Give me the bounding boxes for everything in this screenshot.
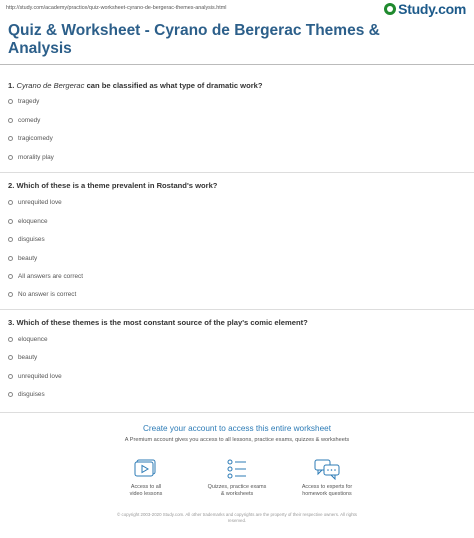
copyright-footer: © copyright 2003-2020 Study.com. All other trademarks and copyrights are the property of their respective owners. All rights reserved. (117, 512, 357, 523)
q2-option[interactable]: beauty (8, 255, 37, 262)
q1-option[interactable]: tragicomedy (8, 135, 53, 142)
section-divider (0, 412, 474, 413)
q3-option[interactable]: disguises (8, 391, 45, 398)
question-2: 2. Which of these is a theme prevalent in Rostand's work? (8, 181, 218, 190)
q2-option[interactable]: eloquence (8, 218, 48, 225)
feature-video (101, 458, 191, 498)
q2-option[interactable]: unrequited love (8, 199, 62, 206)
radio-icon[interactable] (8, 392, 13, 397)
question-3: 3. Which of these themes is the most constant source of the play's comic element? (8, 318, 308, 327)
q1-option[interactable]: tragedy (8, 98, 39, 105)
q2-option[interactable]: disguises (8, 236, 45, 243)
question-1: 1. Cyrano de Bergerac can be classified as what type of dramatic work? (8, 81, 263, 90)
feature-quizzes-label: Quizzes, practice exams & worksheets (207, 484, 267, 497)
radio-icon[interactable] (8, 355, 13, 360)
cta-title[interactable]: Create your account to access this entire worksheet (143, 424, 331, 433)
q1-option[interactable]: morality play (8, 154, 54, 161)
chat-icon (314, 458, 340, 480)
radio-icon[interactable] (8, 155, 13, 160)
question-1-text: can be classified as what type of dramatic work? (86, 81, 263, 90)
radio-icon[interactable] (8, 237, 13, 242)
title-divider (0, 64, 474, 65)
q2-option[interactable]: All answers are correct (8, 273, 83, 280)
page-url: http://study.com/academy/practice/quiz-worksheet-cyrano-de-bergerac-themes-analysis.html (6, 5, 227, 11)
quiz-icon (225, 458, 249, 480)
question-2-text: Which of these is a theme prevalent in Rostand's work? (16, 181, 218, 190)
q2-option[interactable]: No answer is correct (8, 291, 76, 298)
question-divider (0, 172, 474, 173)
feature-video-label: Access to all video lessons (129, 484, 163, 497)
feature-experts-label: Access to experts for homework questions (301, 484, 353, 497)
radio-icon[interactable] (8, 256, 13, 261)
radio-icon[interactable] (8, 200, 13, 205)
q1-option[interactable]: comedy (8, 117, 40, 124)
radio-icon[interactable] (8, 219, 13, 224)
radio-icon[interactable] (8, 292, 13, 297)
radio-icon[interactable] (8, 274, 13, 279)
question-3-text: Which of these themes is the most constant source of the play's comic element? (16, 318, 308, 327)
page-title: Quiz & Worksheet - Cyrano de Bergerac Themes & Analysis (8, 22, 380, 57)
video-icon (134, 458, 158, 480)
q3-option[interactable]: unrequited love (8, 373, 62, 380)
page-header (0, 0, 474, 20)
radio-icon[interactable] (8, 136, 13, 141)
q3-option[interactable]: eloquence (8, 336, 48, 343)
logo-icon (384, 3, 396, 15)
radio-icon[interactable] (8, 374, 13, 379)
question-1-italic: Cyrano de Bergerac (16, 81, 85, 90)
radio-icon[interactable] (8, 99, 13, 104)
feature-quizzes (192, 458, 282, 498)
question-divider (0, 309, 474, 310)
study-logo[interactable] (384, 1, 466, 17)
logo-text: Study.com (398, 1, 466, 17)
radio-icon[interactable] (8, 118, 13, 123)
radio-icon[interactable] (8, 337, 13, 342)
feature-experts (282, 458, 372, 498)
q3-option[interactable]: beauty (8, 354, 37, 361)
cta-subtitle: A Premium account gives you access to all lessons, practice exams, quizzes & worksheets (124, 437, 350, 443)
